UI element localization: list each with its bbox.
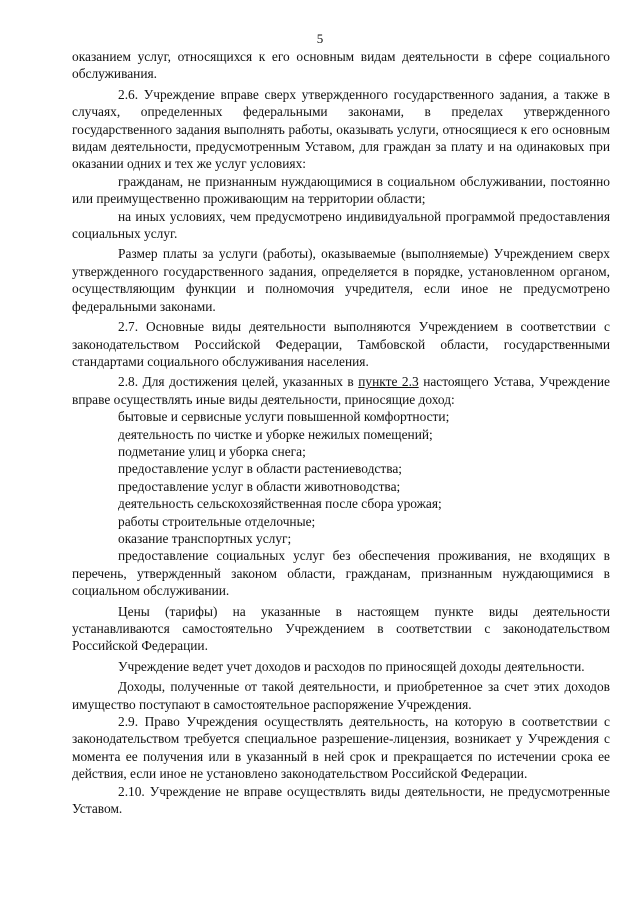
list-item: деятельность по чистке и уборке нежилых помещений; [118,426,433,442]
paragraph: Учреждение ведет учет доходов и расходов по приносящей доходы деятельности. [118,658,585,674]
list-item: предоставление услуг в области животноводства; [118,478,401,494]
paragraph: оказанием услуг, относящихся к его основным видам деятельности в сфере социального обслуживания. [72,49,610,82]
paragraph: гражданам, не признанным нуждающимися в социальном обслуживании, постоянно или преимущественно проживающим на территории области; [72,173,610,207]
page-number: 5 [316,31,324,46]
list-item: предоставление услуг в области растениеводства; [118,461,403,477]
list-item: оказание транспортных услуг; [118,530,292,546]
paragraph: на иных условиях, чем предусмотрено индивидуальной программой предоставления социальных услуг. [72,208,610,242]
clause-2-3-link[interactable]: пункте 2.3 [358,374,419,390]
list-item: бытовые и сервисные услуги повышенной комфортности; [118,409,450,425]
paragraph: Цены (тарифы) на указанные в настоящем пункте виды деятельности устанавливаются самостоятельно Учреждением в соответствии с законодательством Российской Федерации. [72,603,610,654]
paragraph-2-10: 2.10. Учреждение не вправе осуществлять виды деятельности, не предусмотренные Уставом. [72,783,610,817]
paragraph: Размер платы за услуги (работы), оказываемые (выполняемые) Учреждением сверх утвержденного государственного задания, определяется в порядке, установленном органом, осуществляющим функции и полномочия учредителя, если иное не предусмотрено федеральными законами. [72,246,610,314]
list-item: работы строительные отделочные; [118,513,316,529]
paragraph-2-7: 2.7. Основные виды деятельности выполняются Учреждением в соответствии с законодательством Российской Федерации, Тамбовской области, государственными стандартами социального обслуживания населения. [72,319,610,369]
list-item: подметание улиц и уборка снега; [118,443,306,459]
list-item: деятельность сельскохозяйственная после сбора урожая; [118,496,442,512]
paragraph-text: 2.8. Для достижения целей, указанных в [118,374,359,390]
paragraph-2-6: 2.6. Учреждение вправе сверх утвержденного государственного задания, а также в случаях, определенных федеральными законами, в пределах утвержденного государственного задания выполнять работы, оказывать услуги, относящиеся к его основным видам деятельности, предусмотренным Уставом, для граждан за плату и на одинаковых при оказании одних и тех же услуг условиях: [72,86,610,172]
paragraph-2-9: 2.9. Право Учреждения осуществлять деятельность, на которую в соответствии с законодательством требуется специальное разрешение-лицензия, возникает у Учреждения с момента ее получения или в указанный в ней срок и прекращается по истечении срока ее действия, если иное не установлено законодательством Российской Федерации. [72,714,610,782]
paragraph-text: настоящего Устава, Учреждение вправе осуществлять иные виды деятельности, приносящие доход: [72,374,611,407]
list-item: предоставление социальных услуг без обеспечения проживания, не входящих в перечень, утвержденный законом области, гражданам, признанным нуждающимися в социальном обслуживании. [72,548,610,599]
paragraph-2-8 [72,373,610,408]
paragraph: Доходы, полученные от такой деятельности, и приобретенное за счет этих доходов имущество поступают в самостоятельное распоряжение Учреждения. [72,679,610,712]
document-body [72,48,610,817]
